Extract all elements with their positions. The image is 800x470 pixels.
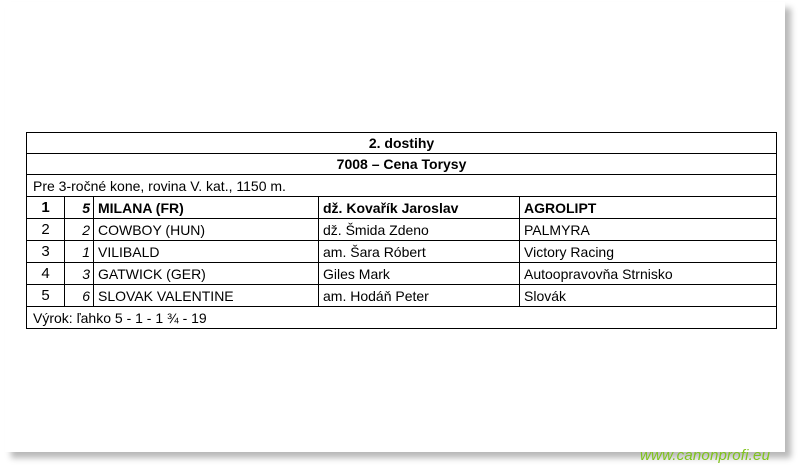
start-number: 3 (65, 263, 94, 285)
result-summary-row (27, 307, 777, 329)
race-number-row (27, 133, 777, 154)
jockey-name: am. Šara Róbert (319, 241, 520, 263)
owner-name: PALMYRA (520, 219, 777, 241)
finish-position: 1 (27, 197, 65, 219)
result-row (27, 197, 777, 219)
horse-name: VILIBALD (94, 241, 319, 263)
race-name: 7008 – Cena Torysy (27, 154, 777, 175)
watermark-link[interactable]: www.canonprofi.eu (640, 447, 771, 464)
race-name-row (27, 154, 777, 175)
result-row (27, 241, 777, 263)
owner-name: AGROLIPT (520, 197, 777, 219)
owner-name: Autoopravovňa Strnisko (520, 263, 777, 285)
start-number: 6 (65, 285, 94, 307)
finish-position: 2 (27, 219, 65, 241)
start-number: 2 (65, 219, 94, 241)
owner-name: Slovák (520, 285, 777, 307)
race-conditions: Pre 3-ročné kone, rovina V. kat., 1150 m. (27, 175, 777, 197)
finish-position: 3 (27, 241, 65, 263)
owner-name: Victory Racing (520, 241, 777, 263)
start-number: 5 (65, 197, 94, 219)
race-number: 2. dostihy (27, 133, 777, 154)
result-summary: Výrok: ľahko 5 - 1 - 1 ¾ - 19 (27, 307, 777, 329)
horse-name: COWBOY (HUN) (94, 219, 319, 241)
jockey-name: am. Hodáň Peter (319, 285, 520, 307)
jockey-name: dž. Šmida Zdeno (319, 219, 520, 241)
start-number: 1 (65, 241, 94, 263)
finish-position: 5 (27, 285, 65, 307)
finish-position: 4 (27, 263, 65, 285)
race-conditions-row (27, 175, 777, 197)
jockey-name: dž. Kovařík Jaroslav (319, 197, 520, 219)
horse-name: SLOVAK VALENTINE (94, 285, 319, 307)
horse-name: GATWICK (GER) (94, 263, 319, 285)
result-row (27, 219, 777, 241)
jockey-name: Giles Mark (319, 263, 520, 285)
horse-name: MILANA (FR) (94, 197, 319, 219)
race-results-table (26, 132, 777, 329)
result-row (27, 285, 777, 307)
result-row (27, 263, 777, 285)
